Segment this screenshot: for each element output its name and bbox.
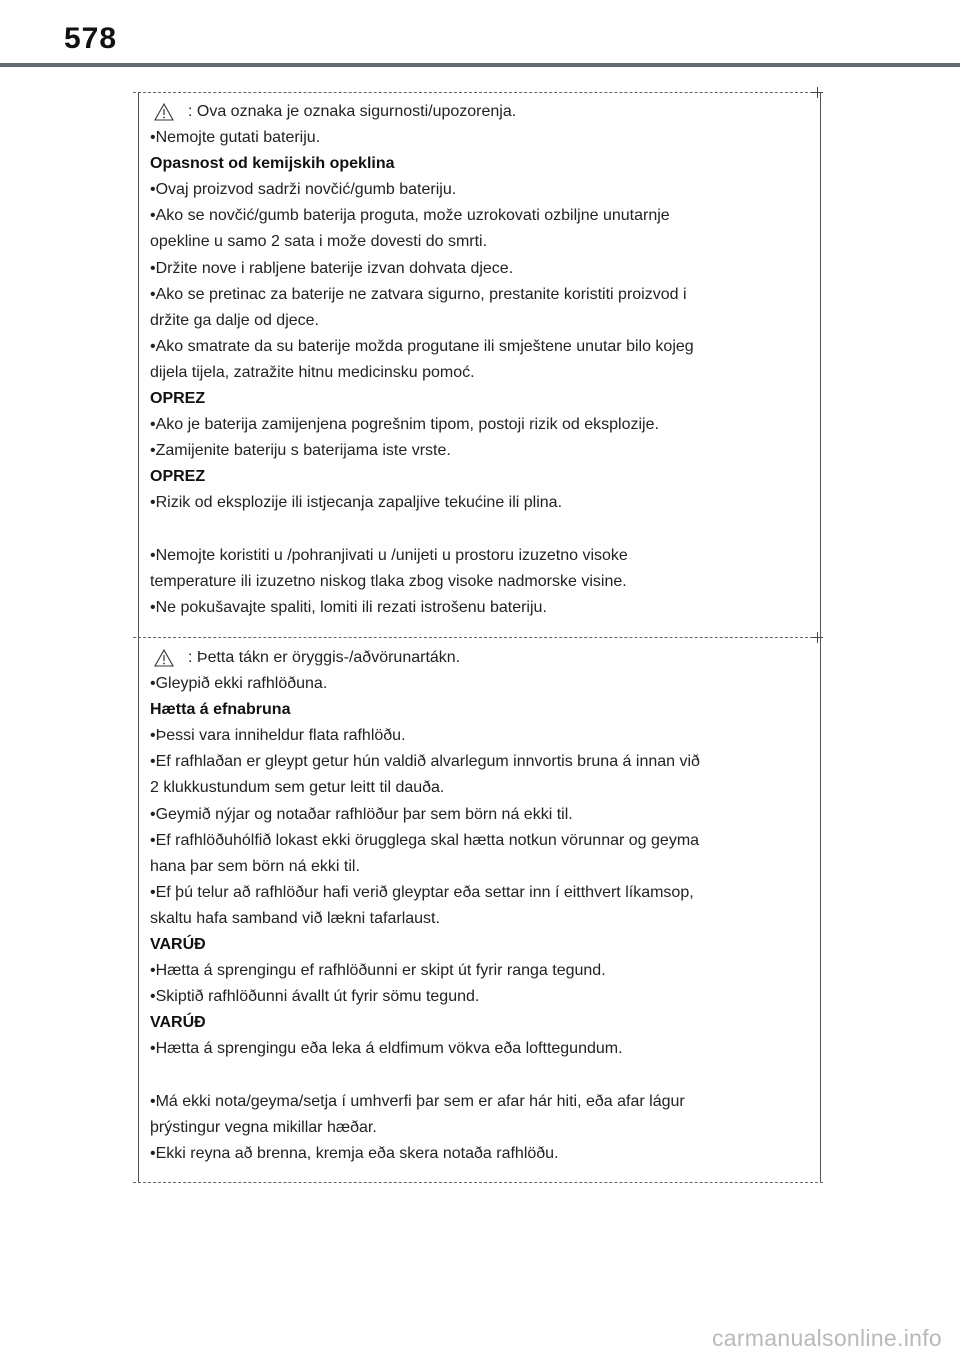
text-line: •Hætta á sprengingu eða leka á eldfimum vökva eða lofttegundum. (150, 1040, 623, 1058)
warning-symbol-label: : Ova oznaka je oznaka sigurnosti/upozorenja. (188, 103, 517, 120)
text-line: •Ekki reyna að brenna, kremja eða skera notaða rafhlöðu. (150, 1144, 559, 1162)
warning-symbol-line (150, 645, 800, 671)
warning-triangle-icon (154, 649, 174, 667)
paragraph-gap (150, 1063, 800, 1089)
text-line: •Gleypið ekki rafhlöðuna. (150, 675, 328, 693)
text-line: hana þar sem börn ná ekki til. (150, 857, 360, 875)
text-line: •Ef rafhlöðuhólfið lokast ekki örugglega skal hætta notkun vörunnar og geyma (150, 831, 700, 849)
text-line: •Ako se pretinac za baterije ne zatvara sigurno, prestanite koristiti proizvod i (150, 285, 687, 303)
text-line: •Ef rafhlaðan er gleypt getur hún valdið alvarlegum innvortis bruna á innan við (150, 753, 700, 771)
text-line: •Ef þú telur að rafhlöður hafi verið gleyptar eða settar inn í eitthvert líkamsop, (150, 883, 694, 901)
text-line: skaltu hafa samband við lækni tafarlaust. (150, 909, 440, 927)
text-line: 2 klukkustundum sem getur leitt til dauða. (150, 779, 445, 797)
text-line: •Geymið nýjar og notaðar rafhlöður þar sem börn ná ekki til. (150, 805, 573, 823)
text-line: temperature ili izuzetno niskog tlaka zbog visoke nadmorske visine. (150, 572, 627, 590)
text-line: •Hætta á sprengingu ef rafhlöðunni er skipt út fyrir ranga tegund. (150, 962, 606, 980)
icelandic-warning-section (150, 645, 800, 1167)
text-line: þrýstingur vegna mikillar hæðar. (150, 1118, 377, 1136)
text-line: •Skiptið rafhlöðunni ávallt út fyrir sömu tegund. (150, 988, 480, 1006)
watermark: carmanualsonline.info (711, 1325, 942, 1351)
section-heading: VARÚÐ (150, 936, 206, 954)
text-line: •Zamijenite bateriju s baterijama iste vrste. (150, 442, 451, 460)
croatian-text-lines (150, 125, 800, 621)
text-line: •Ako je baterija zamijenjena pogrešnim tipom, postoji rizik od eksplozije. (150, 416, 659, 434)
text-line: •Držite nove i rabljene baterije izvan dohvata djece. (150, 259, 514, 277)
paragraph-gap (150, 517, 800, 543)
text-line: držite ga dalje od djece. (150, 311, 319, 329)
text-line: •Má ekki nota/geyma/setja í umhverfi þar sem er afar hár hiti, eða afar lágur (150, 1092, 685, 1110)
warning-triangle-icon (154, 103, 174, 121)
text-line: opekline u samo 2 sata i može dovesti do smrti. (150, 233, 488, 251)
header-rule (0, 63, 960, 67)
text-line: •Nemojte koristiti u /pohranjivati u /unijeti u prostoru izuzetno visoke (150, 546, 628, 564)
text-line: •Rizik od eksplozije ili istjecanja zapaljive tekućine ili plina. (150, 494, 563, 512)
warning-symbol-line (150, 99, 800, 125)
warning-symbol-label: : Þetta tákn er öryggis-/aðvörunartákn. (188, 649, 461, 666)
section-heading: Hætta á efnabruna (150, 701, 291, 719)
icelandic-text-lines (150, 671, 800, 1167)
text-line: dijela tijela, zatražite hitnu medicinsku pomoć. (150, 363, 475, 381)
box-bottom-border (133, 1182, 823, 1183)
section-heading: OPREZ (150, 390, 206, 408)
text-line: •Þessi vara inniheldur flata rafhlöðu. (150, 727, 406, 745)
croatian-warning-section (150, 99, 800, 621)
text-line: •Ako se novčić/gumb baterija proguta, može uzrokovati ozbiljne unutarnje (150, 207, 670, 225)
page-number: 578 (64, 22, 118, 55)
section-heading: VARÚÐ (150, 1014, 206, 1032)
text-line: •Ne pokušavajte spaliti, lomiti ili rezati istrošenu bateriju. (150, 598, 547, 616)
text-line: •Nemojte gutati bateriju. (150, 129, 321, 147)
section-heading: OPREZ (150, 468, 206, 486)
section-heading: Opasnost od kemijskih opeklina (150, 155, 395, 173)
text-line: •Ako smatrate da su baterije možda progutane ili smještene unutar bilo kojeg (150, 337, 694, 355)
text-line: •Ovaj proizvod sadrži novčić/gumb bateriju. (150, 181, 457, 199)
